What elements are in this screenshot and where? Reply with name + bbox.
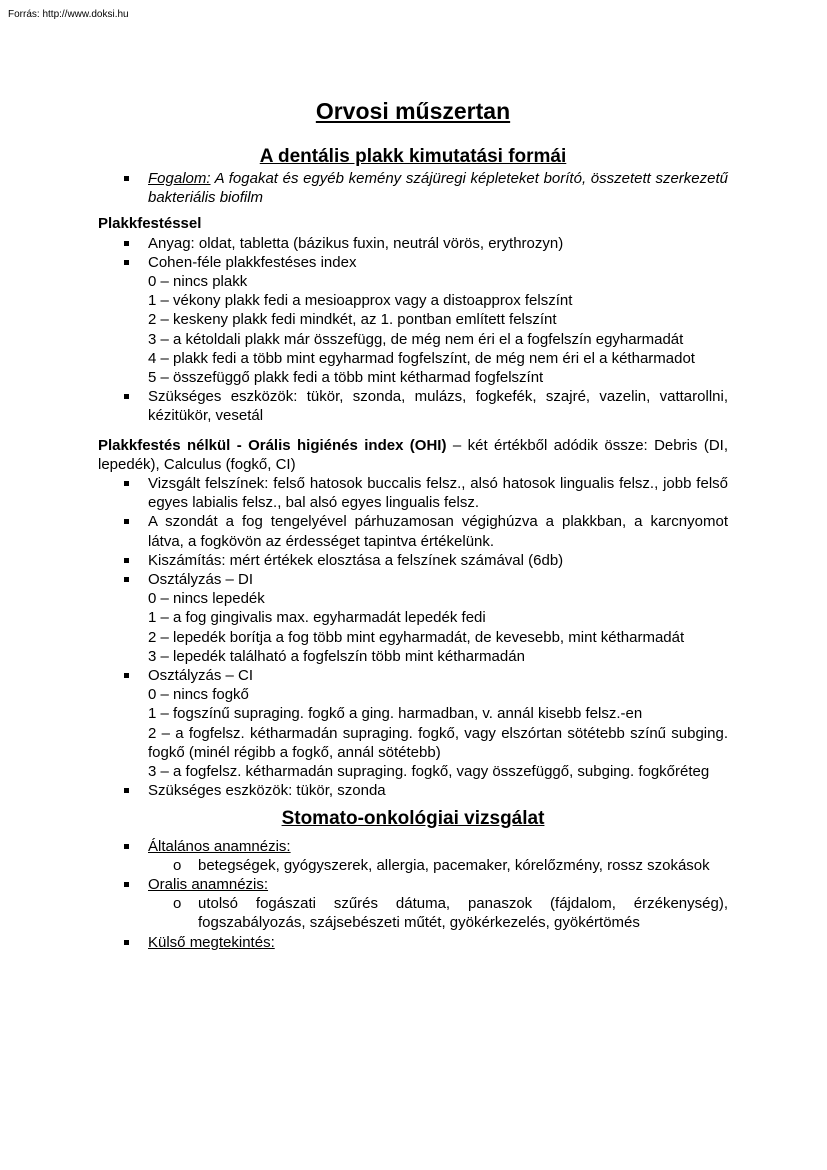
ci-title-list [98,666,728,685]
oral-anamnesis-text: o utolsó fogászati szűrés dátuma, panaszok (fájdalom, érzékenység), fogszabályozás, szájsebészeti műtét, gyökérkezelés, gyökértömés [98,894,728,932]
staining-material: Anyag: oldat, tabletta (bázikus fuxin, neutrál vörös, erythrozyn) [98,234,728,253]
document-title: Orvosi műszertan [315,98,511,124]
definition-label: Fogalom: [148,170,211,187]
cohen-index-item: 4 – plakk fedi a több mint egyharmad fogfelszínt, de még nem éri el a kétharmadot [148,349,695,367]
definition-list [98,169,728,207]
section-heading-staining: Plakkfestéssel [98,215,202,233]
section-heading-stomato: Stomato-onkológiai vizsgálat [281,807,545,829]
ohi-heading-rest: – két értékből adódik össze: Debris (DI, lepedék), Calculus (fogkő, CI) [98,436,728,473]
definition-text: A fogakat és egyéb kemény szájüregi képleteket borító, összetett szerkezetű bakteriális biofilm [148,170,728,207]
ci-title: Osztályzás – CI [98,666,728,685]
staining-tools-list [98,387,728,425]
cohen-index-item: 1 – vékony plakk fedi a mesioapprox vagy a distoapprox felszínt [148,292,573,310]
ci-list [98,685,728,781]
oral-anamnesis-label: Oralis anamnézis: [98,875,728,894]
di-item: 2 – lepedék borítja a fog több mint egyharmadát, de kevesebb, mint kétharmadát [148,628,685,646]
cohen-index-item: 2 – keskeny plakk fedi mindkét, az 1. pontban említett felszínt [148,311,557,329]
general-anamnesis-label: Általános anamnézis: [98,837,728,856]
definition-item [98,169,728,207]
source-header: Forrás: http://www.doksi.hu [8,9,129,20]
staining-tools: Szükséges eszközök: tükör, szonda, mulázs, fogkefék, szajré, vazelin, vattarollni, kézitükör, vesetál [98,387,728,425]
section-heading-dental-plaque: A dentális plakk kimutatási formái [259,146,567,167]
external-inspection-label: Külső megtekintés: [98,933,728,952]
ci-item: 1 – fogszínű supraging. fogkő a ging. harmadban, v. annál kisebb felsz.-en [148,705,643,723]
staining-list [98,234,728,272]
ohi-tools-list [98,781,728,800]
ohi-bullet: Kiszámítás: mért értékek elosztása a felszínek számával (6db) [98,551,728,570]
general-anamnesis-text: o betegségek, gyógyszerek, allergia, pacemaker, kórelőzmény, rossz szokások [98,856,728,875]
ohi-heading-bold: Plakkfestés nélkül - Orális higiénés index (OHI) [98,436,447,454]
cohen-index-title: Cohen-féle plakkfestéses index [98,253,728,272]
document-page [98,96,728,952]
di-item: 1 – a fog gingivalis max. egyharmadát lepedék fedi [148,609,486,627]
cohen-index-item: 5 – összefüggő plakk fedi a több mint kétharmad fogfelszínt [148,369,544,387]
ohi-bullet: Vizsgált felszínek: felső hatosok buccalis felsz., alsó hatosok lingualis felsz., jobb felső egyes labialis felsz., bal alsó egyes lingualis felsz. [98,474,728,512]
di-title: Osztályzás – DI [98,570,728,589]
ohi-bullet: A szondát a fog tengelyével párhuzamosan végighúzva a plakkban, a karcnyomot látva, a fogkövön az érdességet tapintva értékelünk. [98,512,728,550]
ohi-heading [98,436,728,474]
general-anamnesis-list [98,856,728,875]
stomato-oral-list [98,875,728,894]
stomato-external-list [98,933,728,952]
cohen-index-item: 3 – a kétoldali plakk már összefügg, de még nem éri el a fogfelszín egyharmadát [148,330,684,348]
ci-item: 2 – a fogfelsz. kétharmadán supraging. fogkő, vagy elszórtan sötétebb színű subging. fogkő (minél régibb a fogkő, annál sötétebb) [148,724,728,761]
cohen-index-item: 0 – nincs plakk [148,273,248,291]
di-item: 0 – nincs lepedék [148,590,265,608]
ohi-list [98,474,728,589]
ci-item: 3 – a fogfelsz. kétharmadán supraging. fogkő, vagy összefüggő, subging. fogkőréteg [148,763,710,781]
cohen-index-list [98,272,728,387]
oral-anamnesis-list [98,894,728,932]
stomato-general-list [98,837,728,856]
ohi-tools: Szükséges eszközök: tükör, szonda [98,781,728,800]
di-item: 3 – lepedék található a fogfelszín több mint kétharmadán [148,647,525,665]
di-list [98,589,728,666]
ci-item: 0 – nincs fogkő [148,686,249,704]
